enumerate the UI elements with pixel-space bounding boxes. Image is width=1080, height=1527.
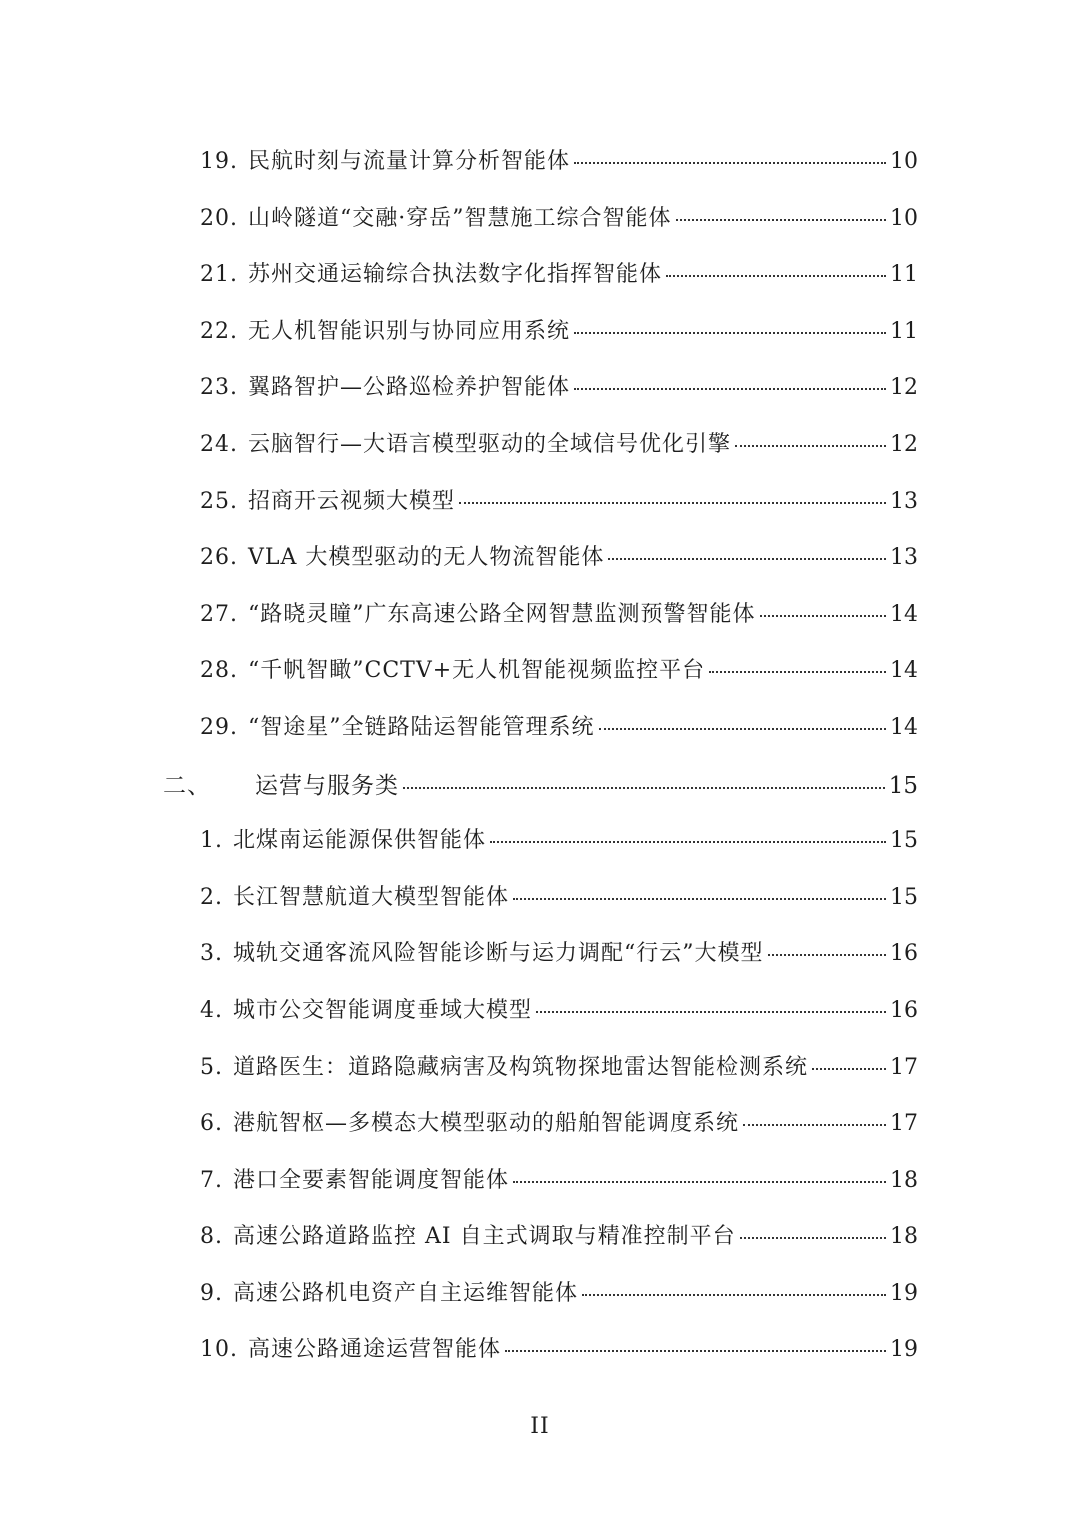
toc-entry-page-number: 11 [890, 262, 918, 288]
toc-entry-title: VLA 大模型驱动的无人物流智能体 [248, 545, 605, 571]
toc-entry-number: 20. [200, 205, 238, 231]
toc-entry-page-number: 19 [890, 1337, 918, 1363]
toc-entry-title: 无人机智能识别与协同应用系统 [248, 318, 571, 344]
toc-entry-number: 7. [200, 1167, 223, 1193]
toc-entry[interactable] [0, 696, 918, 753]
toc-entry-number: 4. [200, 997, 223, 1023]
dot-leader [574, 388, 886, 390]
dot-leader [768, 954, 887, 956]
toc-entry-title: 招商开云视频大模型 [248, 488, 456, 514]
dot-leader [676, 219, 887, 221]
toc-entry[interactable] [0, 356, 918, 413]
toc-entry[interactable] [0, 130, 918, 187]
toc-entry-number: 27. [200, 601, 238, 627]
dot-leader [459, 502, 886, 504]
toc-entry-number: 9. [200, 1280, 223, 1306]
dot-leader [608, 558, 886, 560]
toc-entry-title: 城轨交通客流风险智能诊断与运力调配“行云”大模型 [233, 941, 764, 967]
table-of-contents [0, 130, 1080, 1375]
toc-entry-page-number: 14 [890, 601, 918, 627]
footer-page-number: II [530, 1414, 550, 1439]
toc-entry-title: “千帆智瞰”CCTV+无人机智能视频监控平台 [248, 658, 706, 684]
toc-entry-number: 二、 [163, 772, 211, 799]
toc-entry-title: 苏州交通运输综合执法数字化指挥智能体 [248, 262, 663, 288]
toc-entry-title: 道路医生：道路隐藏病害及构筑物探地雷达智能检测系统 [233, 1054, 809, 1080]
toc-entry-title: 长江智慧航道大模型智能体 [233, 884, 510, 910]
toc-entry[interactable] [0, 979, 918, 1036]
toc-entry[interactable] [0, 1205, 918, 1262]
toc-entry-number: 26. [200, 545, 238, 571]
toc-entry[interactable] [0, 243, 918, 300]
toc-entry-page-number: 18 [890, 1224, 918, 1250]
toc-entry-title: 翼路智护—公路巡检养护智能体 [248, 375, 571, 401]
toc-entry-title: 港口全要素智能调度智能体 [233, 1167, 510, 1193]
toc-entry-page-number: 14 [890, 658, 918, 684]
dot-leader [505, 1350, 886, 1352]
toc-entry[interactable] [0, 526, 918, 583]
dot-leader [513, 898, 886, 900]
toc-entry-title: 城市公交智能调度垂域大模型 [233, 997, 533, 1023]
dot-leader [536, 1011, 886, 1013]
toc-entry-title: 北煤南运能源保供智能体 [233, 828, 487, 854]
toc-entry-page-number: 18 [890, 1167, 918, 1193]
toc-entry[interactable] [0, 922, 918, 979]
toc-entry-number: 29. [200, 714, 238, 740]
dot-leader [743, 1124, 886, 1126]
toc-entry-number: 8. [200, 1224, 223, 1250]
toc-entry-title: 高速公路机电资产自主运维智能体 [233, 1280, 579, 1306]
toc-entry[interactable] [0, 1149, 918, 1206]
dot-leader [599, 728, 887, 730]
toc-entry-title: 云脑智行—大语言模型驱动的全域信号优化引擎 [248, 431, 732, 457]
toc-entry-title: “路晓灵瞳”广东高速公路全网智慧监测预警智能体 [248, 601, 756, 627]
toc-entry-page-number: 12 [890, 375, 918, 401]
toc-entry-page-number: 14 [890, 714, 918, 740]
toc-entry-number: 25. [200, 488, 238, 514]
toc-entry-title: 山岭隧道“交融·穿岳”智慧施工综合智能体 [248, 205, 672, 231]
toc-entry-number: 6. [200, 1111, 223, 1137]
toc-entry-number: 1. [200, 828, 223, 854]
toc-entry[interactable] [0, 470, 918, 527]
dot-leader [666, 275, 886, 277]
toc-entry-title: 运营与服务类 [255, 772, 399, 799]
toc-entry-page-number: 16 [890, 997, 918, 1023]
toc-entry-number: 22. [200, 318, 238, 344]
dot-leader [740, 1237, 886, 1239]
toc-entry-title: 高速公路通途运营智能体 [248, 1337, 502, 1363]
toc-entry-page-number: 13 [890, 488, 918, 514]
toc-entry[interactable] [0, 1318, 918, 1375]
dot-leader [574, 332, 886, 334]
toc-entry-number: 10. [200, 1337, 238, 1363]
toc-entry[interactable] [0, 639, 918, 696]
toc-entry[interactable] [0, 187, 918, 244]
dot-leader [574, 162, 886, 164]
toc-entry-number: 24. [200, 431, 238, 457]
toc-entry-page-number: 16 [890, 941, 918, 967]
toc-entry[interactable] [0, 1036, 918, 1093]
toc-entry-title: 高速公路道路监控 AI 自主式调取与精准控制平台 [233, 1224, 736, 1250]
toc-entry-page-number: 10 [890, 149, 918, 174]
toc-entry[interactable] [0, 1262, 918, 1319]
toc-entry-number: 3. [200, 941, 223, 967]
toc-entry-title: 港航智枢—多模态大模型驱动的船舶智能调度系统 [233, 1111, 740, 1137]
toc-entry-page-number: 10 [890, 205, 918, 231]
toc-entry-title: 民航时刻与流量计算分析智能体 [248, 149, 571, 174]
toc-entry-number: 23. [200, 375, 238, 401]
toc-entry[interactable] [0, 809, 918, 866]
dot-leader [709, 671, 886, 673]
toc-entry-page-number: 17 [890, 1054, 918, 1080]
toc-entry-number: 2. [200, 884, 223, 910]
toc-entry-page-number: 11 [890, 318, 918, 344]
toc-entry-number: 5. [200, 1054, 223, 1080]
toc-entry[interactable] [0, 413, 918, 470]
toc-entry-page-number: 15 [890, 828, 918, 854]
toc-entry-page-number: 13 [890, 545, 918, 571]
toc-entry[interactable] [0, 300, 918, 357]
toc-entry-page-number: 19 [890, 1280, 918, 1306]
dot-leader [760, 615, 887, 617]
toc-entry-number: 21. [200, 262, 238, 288]
dot-leader [403, 787, 885, 789]
dot-leader [582, 1294, 886, 1296]
dot-leader [490, 841, 886, 843]
dot-leader [735, 445, 886, 447]
toc-entry-page-number: 17 [890, 1111, 918, 1137]
dot-leader [513, 1181, 886, 1183]
toc-entry[interactable] [0, 583, 918, 640]
toc-entry-title: “智途星”全链路陆运智能管理系统 [248, 714, 595, 740]
toc-entry[interactable] [0, 1092, 918, 1149]
toc-entry-page-number: 12 [890, 431, 918, 457]
toc-entry[interactable] [0, 866, 918, 923]
toc-section-heading[interactable] [0, 753, 918, 810]
toc-entry-page-number: 15 [888, 772, 918, 799]
dot-leader [812, 1068, 886, 1070]
toc-entry-page-number: 15 [890, 884, 918, 910]
toc-entry-number: 28. [200, 658, 238, 684]
toc-entry-number: 19. [200, 149, 238, 174]
